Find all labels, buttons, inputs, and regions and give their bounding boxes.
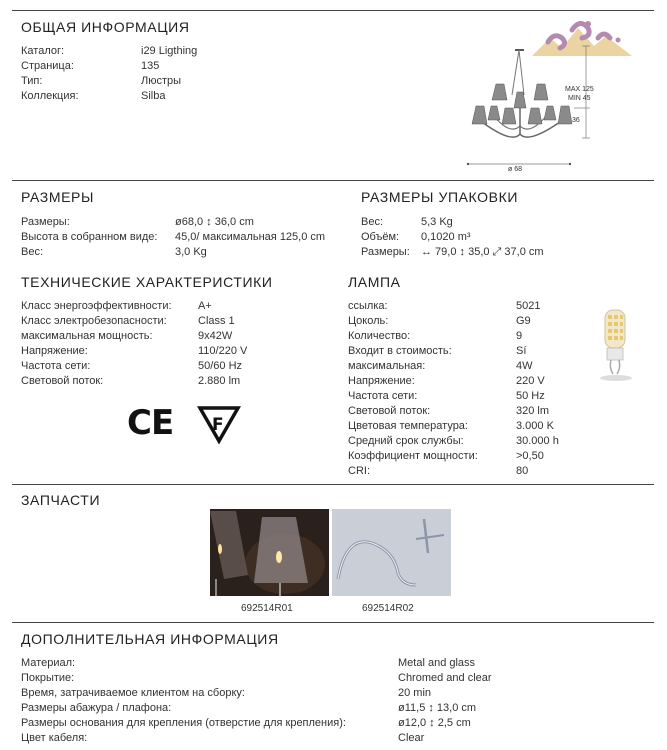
row-value: i29 Ligthing (141, 45, 198, 57)
row-value: ø11,5 ↕ 13,0 cm (398, 702, 477, 714)
row-value: 20 min (398, 687, 432, 699)
divider (12, 484, 654, 485)
row-value: Chromed and clear (398, 672, 492, 684)
lamp-title: ЛАМПА (348, 274, 401, 290)
row-label: Класс электробезопасности: (21, 315, 167, 327)
row-label: Размеры: (21, 216, 70, 228)
row-value: 45,0/ максимальная 125,0 cm (175, 231, 326, 243)
row-value: >0,50 (516, 450, 544, 462)
row-value: Люстры (141, 75, 182, 87)
row-value: ø12,0 ↕ 2,5 cm (398, 717, 471, 729)
row-value: 220 V (516, 375, 545, 387)
row-label: Размеры: (361, 246, 410, 258)
parts-title: ЗАПЧАСТИ (21, 492, 101, 508)
row-label: CRI: (348, 465, 370, 477)
max-height-label: MAX 125 (565, 86, 594, 93)
row-value: 4W (516, 360, 533, 372)
row-label: Страница: (21, 60, 74, 72)
row-label: Напряжение: (348, 375, 415, 387)
row-label: Высота в собранном виде: (21, 231, 158, 243)
row-label: Коллекция: (21, 90, 79, 102)
row-label: Напряжение: (21, 345, 88, 357)
additional-title: ДОПОЛНИТЕЛЬНАЯ ИНФОРМАЦИЯ (21, 631, 279, 647)
min-height-label: MIN 45 (568, 95, 591, 102)
row-label: Световой поток: (21, 375, 104, 387)
f-mark-icon (197, 404, 241, 444)
general-title: ОБЩАЯ ИНФОРМАЦИЯ (21, 19, 190, 35)
row-value: 2.880 lm (198, 375, 241, 387)
spare-part-photo-2[interactable] (332, 509, 451, 596)
row-value: 135 (141, 60, 160, 72)
row-label: Объём: (361, 231, 400, 243)
dimensions-title: РАЗМЕРЫ (21, 189, 94, 205)
row-value: 9 (516, 330, 523, 342)
row-value: 3.000 K (516, 420, 554, 432)
diameter-label: ø 68 (508, 166, 523, 173)
row-value: 5021 (516, 300, 541, 312)
row-label: Размеры основания для крепления (отверстие для крепления): (21, 717, 346, 729)
row-value: 80 (516, 465, 529, 477)
row-value: ↔ 79,0 ↕ 35,0 ⤢ 37,0 cm (421, 246, 544, 258)
row-label: Частота сети: (21, 360, 91, 372)
row-value: 3,0 Kg (175, 246, 207, 258)
row-label: Цоколь: (348, 315, 389, 327)
packaging-title: РАЗМЕРЫ УПАКОВКИ (361, 189, 518, 205)
row-label: Каталог: (21, 45, 65, 57)
row-label: максимальная: (348, 360, 426, 372)
row-label: Покрытие: (21, 672, 75, 684)
row-label: Класс энергоэффективности: (21, 300, 172, 312)
row-label: Входит в стоимость: (348, 345, 452, 357)
row-value: Silba (141, 90, 166, 102)
row-value: Sí (516, 345, 527, 357)
row-value: A+ (198, 300, 212, 312)
spare-part-code-1: 692514R01 (241, 603, 293, 614)
row-value: G9 (516, 315, 531, 327)
row-label: Время, затрачиваемое клиентом на сборку: (21, 687, 245, 699)
row-label: Частота сети: (348, 390, 418, 402)
row-value: Clear (398, 732, 425, 744)
row-value: Class 1 (198, 315, 235, 327)
row-label: Вес: (361, 216, 384, 228)
row-value: 50/60 Hz (198, 360, 243, 372)
spare-part-photo-1[interactable] (210, 509, 329, 596)
chandelier-drawing (462, 40, 612, 175)
row-label: ссылка: (348, 300, 388, 312)
row-value: 320 lm (516, 405, 550, 417)
row-label: Материал: (21, 657, 76, 669)
ce-mark-icon: CE (127, 403, 174, 443)
row-label: максимальная мощность: (21, 330, 153, 342)
row-value: 9x42W (198, 330, 233, 342)
row-value: 50 Hz (516, 390, 545, 402)
divider (12, 622, 654, 623)
row-label: Вес: (21, 246, 44, 258)
row-value: 110/220 V (198, 345, 248, 357)
row-label: Количество: (348, 330, 411, 342)
f-mark-label: F (212, 415, 224, 435)
height-label: 36 (572, 117, 580, 124)
divider (12, 180, 654, 181)
row-label: Тип: (21, 75, 43, 87)
row-label: Размеры абажура / плафона: (21, 702, 172, 714)
row-value: 5,3 Kg (421, 216, 453, 228)
divider (12, 10, 654, 11)
row-label: Средний срок службы: (348, 435, 464, 447)
row-value: ø68,0 ↕ 36,0 cm (175, 216, 254, 228)
g9-bulb-icon (596, 306, 636, 384)
row-value: Metal and glass (398, 657, 476, 669)
spare-part-code-2: 692514R02 (362, 603, 414, 614)
technical-title: ТЕХНИЧЕСКИЕ ХАРАКТЕРИСТИКИ (21, 274, 273, 290)
row-label: Световой поток: (348, 405, 431, 417)
row-value: 0,1020 m³ (421, 231, 471, 243)
row-value: 30.000 h (516, 435, 559, 447)
row-label: Цветовая температура: (348, 420, 468, 432)
row-label: Коэффициент мощности: (348, 450, 478, 462)
row-label: Цвет кабеля: (21, 732, 88, 744)
